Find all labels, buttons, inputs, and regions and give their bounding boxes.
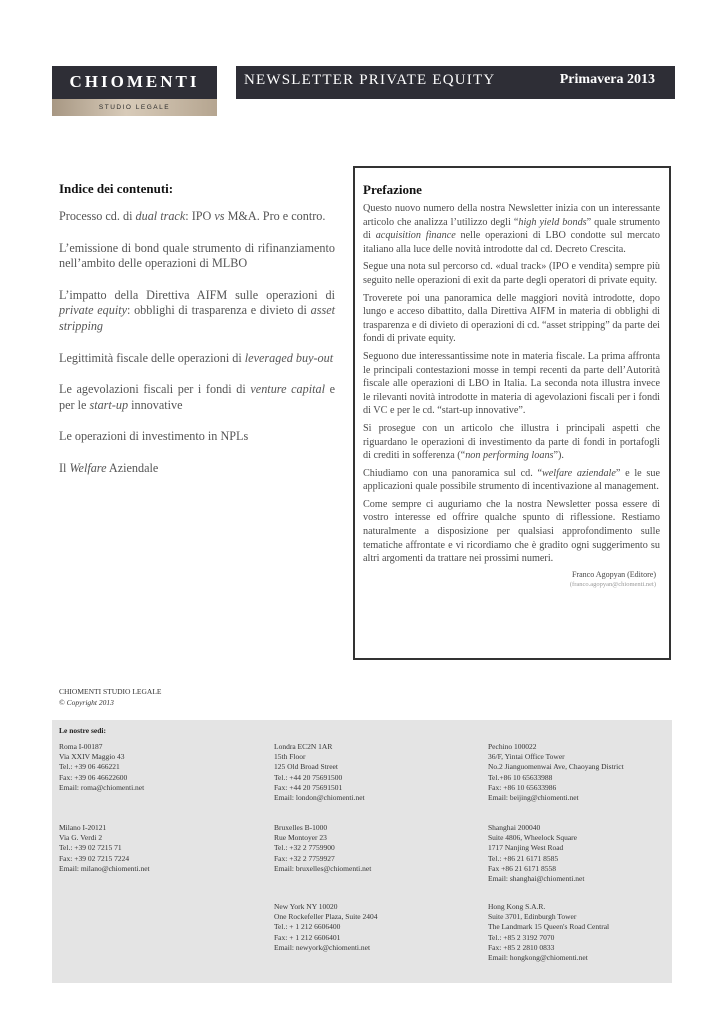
office-line: Via XXIV Maggio 43 (59, 752, 125, 762)
office-line: Fax: +86 10 65633986 (488, 782, 557, 792)
office-line: Fax: +32 2 7759927 (274, 853, 335, 863)
toc-item-text: Legittimità fiscale delle operazioni di (59, 350, 245, 365)
office-line: Tel.: +85 2 3192 7070 (488, 932, 555, 942)
table-of-contents (59, 181, 335, 493)
preface-paragraph-text: nelle operazioni di LBO condotte sul mercato italiano alla luce delle novità introdotte dal cd. Decreto Crescita. (363, 230, 660, 255)
toc-item (59, 382, 335, 413)
toc-item-text: Il (59, 460, 70, 475)
office-line: 125 Old Broad Street (274, 762, 338, 772)
office-line: Shanghai 200040 (488, 823, 541, 832)
toc-item-text: : obblighi di trasparenza e divieto di (127, 303, 311, 318)
toc-item (59, 461, 335, 477)
office-line: Fax: + 1 212 6606401 (274, 932, 341, 942)
office-entry (59, 742, 259, 793)
office-line: 1717 Nanjing West Road (488, 843, 564, 853)
office-line: Tel.: +39 02 7215 71 (59, 843, 122, 853)
office-line: New York NY 10020 (274, 902, 338, 911)
office-line: Tel.+86 10 65633988 (488, 772, 553, 782)
preface-paragraph-text: Chiudiamo con una panoramica sul cd. “ (363, 467, 542, 479)
copyright-block (59, 686, 161, 708)
preface-paragraph-text: ” quale strumento di (363, 216, 660, 242)
preface-paragraph (363, 292, 660, 346)
office-line[interactable]: Email: shanghai@chiomenti.net (488, 874, 585, 884)
preface-paragraph (363, 202, 660, 256)
toc-item-text: e per le (59, 382, 335, 412)
preface-paragraph-text: welfare aziendale (541, 467, 616, 479)
toc-item-text: M&A. Pro e contro. (224, 209, 326, 223)
preface-paragraph (363, 498, 660, 566)
office-line: Tel.: +44 20 75691500 (274, 772, 343, 782)
preface-heading: Prefazione (363, 182, 422, 197)
office-line: Londra EC2N 1AR (274, 742, 333, 751)
newsletter-season: Primavera 2013 (559, 72, 655, 87)
preface-paragraph-text: Questo nuovo numero della nostra Newsletter inizia con un interessante articolo che analizza l’utilizzo degli “ (363, 203, 660, 228)
office-line: Fax: +44 20 75691501 (274, 782, 343, 792)
office-line: Fax: +39 02 7215 7224 (59, 853, 130, 863)
office-line: Hong Kong S.A.R. (488, 902, 546, 911)
preface-box (353, 166, 671, 660)
office-line: Tel.: +39 06 466221 (59, 762, 120, 772)
copyright-notice: © Copyright 2013 (59, 698, 114, 707)
office-entry (274, 902, 474, 953)
office-entry (59, 823, 259, 874)
toc-item-text: Le agevolazioni fiscali per i fondi di (59, 382, 251, 397)
office-line[interactable]: Email: roma@chiomenti.net (59, 782, 145, 792)
office-line: Tel.: +86 21 6171 8585 (488, 853, 559, 863)
office-line[interactable]: Email: bruxelles@chiomenti.net (274, 863, 372, 873)
office-line[interactable]: Email: hongkong@chiomenti.net (488, 953, 588, 963)
office-line: Bruxelles B-1000 (274, 823, 328, 832)
preface-paragraph-text: Seguono due interessantissime note in materia fiscale. La prima affronta le principali contestazioni mosse in tempi recenti da parte dell’Autorità fiscale alle operazioni di LBO in Italia. La seconda nota illustra invece le rilevanti novità introdotte in materia di agevolazioni fiscali per i fondi di VC e per le cd. “start-up innovative”. (363, 350, 660, 417)
office-entry (488, 902, 688, 963)
toc-item-text: leveraged buy-out (244, 350, 334, 365)
preface-paragraph-text: high yield bonds (518, 216, 587, 228)
toc-item-text: innovative (128, 397, 183, 412)
toc-item-text: vs (214, 209, 225, 223)
newsletter-header (236, 66, 675, 99)
newsletter-title: NEWSLETTER PRIVATE EQUITY (244, 72, 496, 88)
office-line: Fax: +85 2 2810 0833 (488, 942, 555, 952)
preface-paragraph (363, 350, 660, 418)
preface-paragraph-text: non performing loans (465, 450, 554, 462)
office-line: 15th Floor (274, 752, 306, 762)
preface-paragraph (363, 422, 660, 463)
preface-paragraph-text: ”). (553, 450, 564, 462)
preface-paragraph-text: ” e le sue applicazioni quale possibile strumento di incentivazione al management. (363, 467, 660, 493)
office-entry (274, 823, 474, 874)
logo-subtitle: STUDIO LEGALE (52, 99, 217, 116)
toc-item-text: private equity (59, 303, 127, 318)
preface-paragraph-text: acquisition finance (375, 230, 456, 242)
office-line: Via G. Verdi 2 (59, 833, 103, 843)
copyright-firm: CHIOMENTI STUDIO LEGALE (59, 687, 162, 696)
toc-item-text: Processo cd. di (59, 209, 136, 223)
preface-paragraph-text: Troverete poi una panoramica delle maggiori novità introdotte, dopo lungo e acceso dibattito, dalla Direttiva AIFM in materia di obblighi di trasparenza e di divieto di operazioni di cd. “asset stripping” da parte dei fondi di private equity. (363, 292, 660, 345)
office-line: 36/F, Yintai Office Tower (488, 752, 565, 762)
preface-paragraph (363, 467, 660, 494)
preface-paragraph (363, 260, 660, 287)
toc-item-text: L’emissione di bond quale strumento di rifinanziamento nell’ambito delle operazioni di MLBO (59, 240, 335, 271)
offices-title: Le nostre sedi: (59, 726, 106, 735)
toc-item-text: : IPO (185, 209, 215, 223)
toc-item (59, 429, 335, 445)
preface-body (363, 202, 660, 566)
toc-heading: Indice dei contenuti: (59, 181, 174, 196)
toc-item-text: venture capital (250, 382, 325, 397)
chiomenti-logo (52, 66, 217, 116)
toc-item-text: L’impatto della Direttiva AIFM sulle operazioni di (59, 287, 335, 302)
office-line: One Rockefeller Plaza, Suite 2404 (274, 912, 378, 922)
office-line: Pechino 100022 (488, 742, 537, 751)
office-line: The Landmark 15 Queen's Road Central (488, 922, 610, 932)
office-line: Milano I-20121 (59, 823, 107, 832)
toc-items (59, 209, 335, 477)
toc-item (59, 209, 335, 225)
toc-item (59, 351, 335, 367)
toc-item-text: Le operazioni di investimento in NPLs (59, 429, 249, 444)
preface-paragraph-text: Segue una nota sul percorso cd. «dual track» (IPO e vendita) sempre più seguito nelle operazioni di exit da parte degli operatori di private equity. (363, 261, 660, 286)
office-line[interactable]: Email: milano@chiomenti.net (59, 863, 150, 873)
office-entry (488, 823, 688, 884)
office-line: Fax: +39 06 46622600 (59, 772, 128, 782)
toc-item-text: start-up (89, 397, 129, 412)
toc-item (59, 241, 335, 272)
office-line: Tel.: + 1 212 6606400 (274, 922, 341, 932)
toc-item-text: Aziendale (106, 460, 159, 475)
office-line: Fax +86 21 6171 8558 (488, 863, 556, 873)
preface-signature: Franco Agopyan (Editore) (572, 569, 656, 579)
offices-panel (52, 720, 672, 983)
office-line[interactable]: Email: beijing@chiomenti.net (488, 793, 579, 803)
office-entry (274, 742, 474, 803)
office-line: No.2 Jianguomenwai Ave, Chaoyang District (488, 762, 624, 772)
preface-signature-email: (franco.agopyan@chiomenti.net) (569, 580, 656, 588)
preface-paragraph-text: Si prosegue con un articolo che illustra i principali aspetti che riguardano le operazioni di investimento da parte di fondi in portafogli di crediti in sofferenza (“ (363, 422, 660, 462)
toc-item-text: asset stripping (59, 303, 335, 333)
toc-item (59, 288, 335, 335)
toc-item-text: dual track (135, 209, 186, 223)
toc-item-text: Welfare (69, 460, 107, 475)
preface-paragraph-text: Come sempre ci auguriamo che la nostra Newsletter possa essere di vostro interesse ed offrire qualche spunto di riflessione. Restiamo naturalmente a disposizione per qualsiasi approfondimento sulle tematiche affrontate e vi ricordiamo che è gradito ogni suggerimento su altri argomenti da trattare nei prossimi numeri. (363, 498, 660, 565)
office-line[interactable]: Email: newyork@chiomenti.net (274, 942, 371, 952)
office-line: Tel.: +32 2 7759900 (274, 843, 335, 853)
office-line: Suite 3701, Edinburgh Tower (488, 912, 577, 922)
logo-name: CHIOMENTI (69, 72, 200, 91)
office-line: Rue Montoyer 23 (274, 833, 327, 843)
office-entry (488, 742, 688, 803)
office-line[interactable]: Email: london@chiomenti.net (274, 793, 365, 803)
office-line: Suite 4806, Wheelock Square (488, 833, 578, 843)
office-line: Roma I-00187 (59, 742, 103, 751)
